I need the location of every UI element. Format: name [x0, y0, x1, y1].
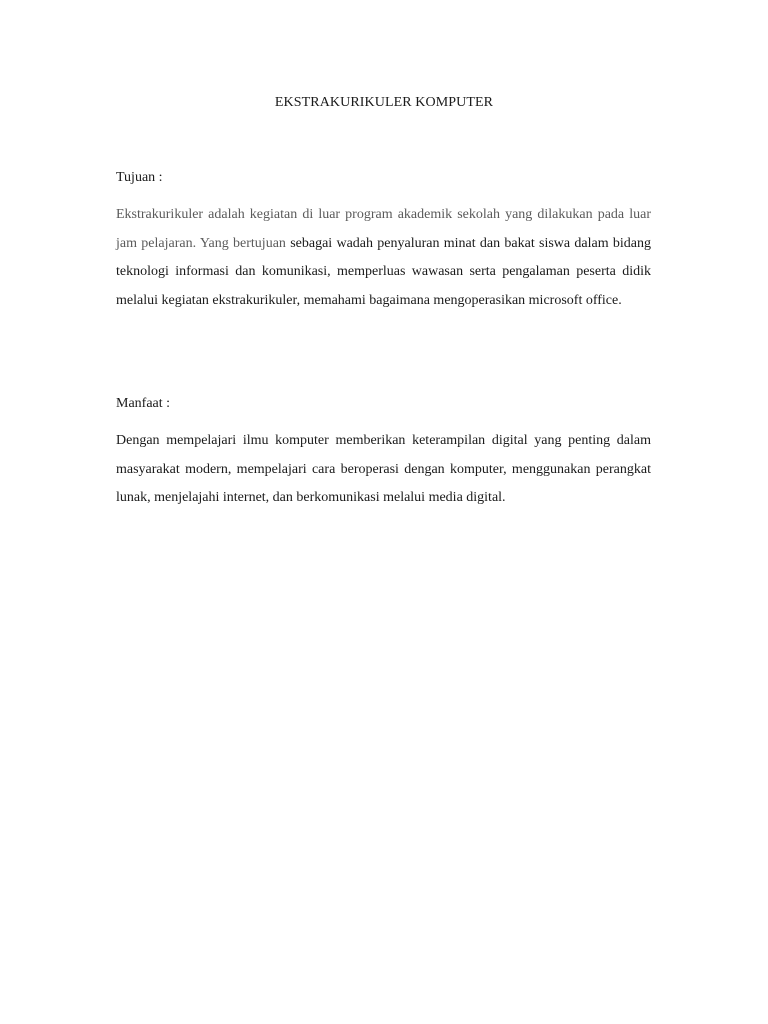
tujuan-text-dark: sebagai wadah penyaluran minat dan bakat siswa dalam bidang teknologi informasi dan komunikasi, memperluas wawasan serta pengalaman peserta didik melalui kegiatan ekstrakurikuler, memahami bagaimana mengoperasikan microsoft office. [116, 235, 652, 308]
tujuan-paragraph [116, 201, 651, 315]
manfaat-heading: Manfaat : [116, 396, 171, 411]
tujuan-text-muted: Ekstrakurikuler adalah kegiatan di luar program akademik sekolah yang dilakukan pada luar jam pelajaran. Yang bertujuan [116, 207, 651, 251]
tujuan-heading: Tujuan : [116, 170, 163, 185]
document-title: EKSTRAKURIKULER KOMPUTER [274, 95, 494, 110]
manfaat-paragraph: Dengan mempelajari ilmu komputer memberikan keterampilan digital yang penting dalam masyarakat modern, mempelajari cara beroperasi dengan komputer, menggunakan perangkat lunak, menjelajahi internet, dan berkomunikasi melalui media digital. [116, 433, 651, 506]
